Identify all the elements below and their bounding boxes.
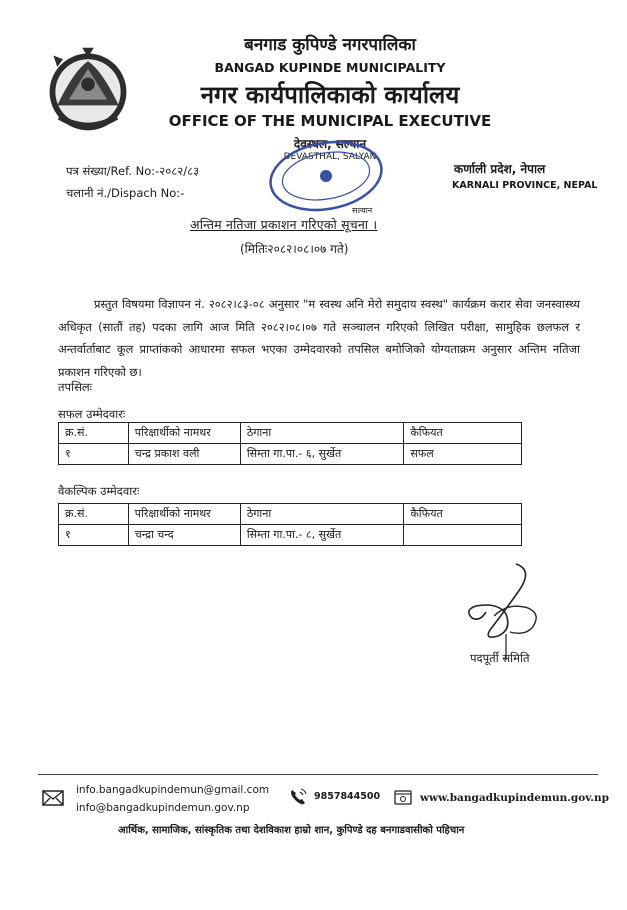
mail-icon bbox=[42, 790, 64, 806]
col-serial: क्र.सं. bbox=[59, 423, 129, 444]
table-header-row bbox=[59, 423, 522, 444]
signature bbox=[446, 556, 556, 666]
col-name: परिक्षार्थीको नामथर bbox=[128, 423, 240, 444]
col-serial: क्र.सं. bbox=[59, 504, 129, 525]
place-np: देवस्थल, सल्यान bbox=[293, 137, 367, 151]
cell-serial: १ bbox=[59, 525, 129, 546]
phone-number[interactable]: 9857844500 bbox=[314, 791, 381, 802]
notice-date: (मितिः२०८२।०८।०७ गते) bbox=[240, 242, 349, 256]
municipality-name-en: BANGAD KUPINDE MUNICIPALITY bbox=[214, 60, 446, 75]
notice-body: प्रस्तुत विषयमा विज्ञापन नं. २०८२।८३-०८ अनुसार "म स्वस्थ अनि मेरो समुदाय स्वस्थ" कार्यक्रम करार सेवा जनस्वास्थ्य अधिकृत (सातौं तह) पदका लागि आज मिति २०८२।०८।०७ गते सञ्चालन गरिएको लिखित परीक्षा, सामुहिक छलफल र अन्तर्वार्ताबाट कूल प्राप्तांकको आधारमा सफल भएका उम्मेदवारको तपसिल बमोजिको योग्यताक्रम अनुसार अन्तिम नतिजा प्रकाशन गरिएको छ। bbox=[58, 297, 580, 379]
cell-address: सिम्ता गा.पा.- ६, सुर्खेत bbox=[240, 444, 404, 465]
office-name-en: OFFICE OF THE MUNICIPAL EXECUTIVE bbox=[168, 112, 492, 130]
phone-icon bbox=[288, 787, 308, 807]
table-header-row bbox=[59, 504, 522, 525]
successful-candidates-heading: सफल उम्मेदवारः bbox=[58, 407, 126, 421]
nepal-emblem-logo bbox=[40, 42, 136, 138]
place-en: DEVASTHAL, SALYAN bbox=[283, 152, 377, 162]
ref-label: पत्र संख्या/Ref. No:- bbox=[66, 164, 160, 178]
official-stamp bbox=[266, 140, 386, 212]
col-address: ठेगाना bbox=[240, 423, 404, 444]
signatory-title: पदपूर्ती समिति bbox=[470, 651, 530, 665]
details-label: तपसिलः bbox=[58, 380, 92, 394]
successful-candidates-table bbox=[58, 422, 522, 465]
table-row bbox=[59, 444, 522, 465]
municipality-name-np: बनगाड कुपिण्डे नगरपालिका bbox=[244, 35, 416, 55]
cell-remarks: सफल bbox=[404, 444, 522, 465]
cell-serial: १ bbox=[59, 444, 129, 465]
cell-address: सिम्ता गा.पा.- ८, सुर्खेत bbox=[240, 525, 404, 546]
cell-remarks bbox=[404, 525, 522, 546]
web-icon bbox=[394, 790, 412, 805]
province-en: KARNALI PROVINCE, NEPAL bbox=[452, 180, 598, 191]
province-np: कर्णाली प्रदेश, नेपाल bbox=[454, 162, 546, 176]
footer-divider bbox=[38, 774, 598, 775]
table-row bbox=[59, 525, 522, 546]
reference-number bbox=[66, 164, 199, 179]
notice-title: अन्तिम नतिजा प्रकाशन गरिएको सूचना । bbox=[190, 217, 378, 232]
col-remarks: कैफियत bbox=[404, 423, 522, 444]
footer-slogan: आर्थिक, सामाजिक, सांस्कृतिक तथा देशविकाश हाम्रो शान, कुपिण्डे दह बनगाडवासीको पहिचान bbox=[118, 825, 465, 836]
col-remarks: कैफियत bbox=[404, 504, 522, 525]
col-name: परिक्षार्थीको नामथर bbox=[128, 504, 240, 525]
office-name-np: नगर कार्यपालिकाको कार्यालय bbox=[200, 81, 460, 109]
dispatch-number-label: चलानी नं./Dispach No:- bbox=[66, 186, 185, 200]
alternate-candidates-table bbox=[58, 503, 522, 546]
website-link[interactable]: www.bangadkupindemun.gov.np bbox=[420, 792, 609, 804]
col-address: ठेगाना bbox=[240, 504, 404, 525]
email-gmail[interactable]: info.bangadkupindemun@gmail.com bbox=[76, 784, 270, 796]
ref-value: २०८२/८३ bbox=[159, 164, 200, 178]
cell-name: चन्द्र प्रकाश वली bbox=[128, 444, 240, 465]
alternate-candidates-heading: वैकल्पिक उम्मेदवारः bbox=[58, 484, 140, 498]
title-handwritten-insert: सल्यान bbox=[352, 206, 373, 215]
cell-name: चन्द्रा चन्द bbox=[128, 525, 240, 546]
email-official[interactable]: info@bangadkupindemun.gov.np bbox=[76, 802, 250, 814]
